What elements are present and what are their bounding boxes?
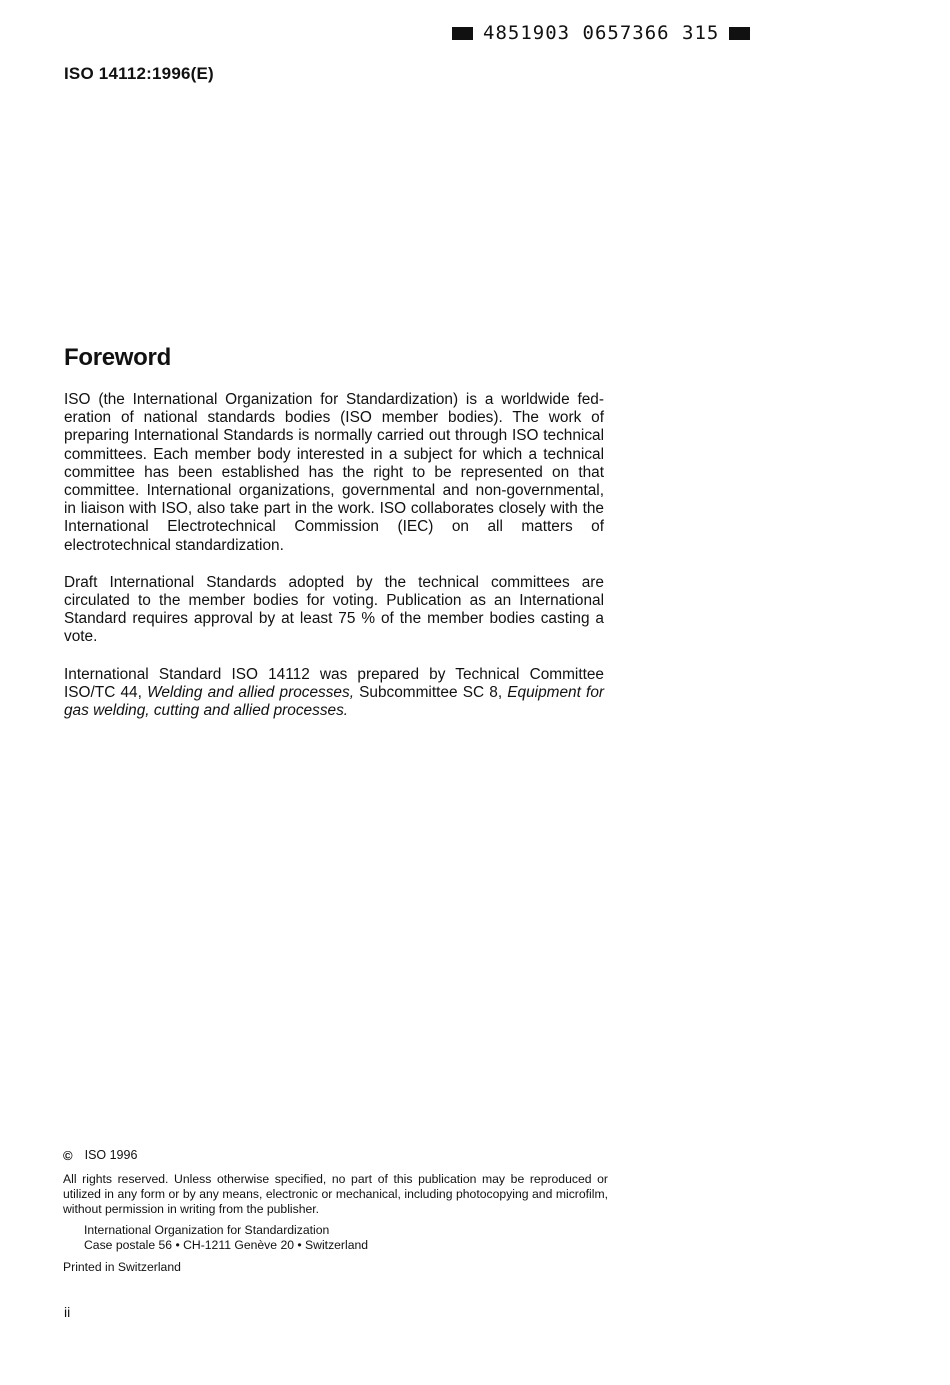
copyright-block [63,1148,608,1275]
page-title: Foreword [64,344,171,371]
barcode-block-left [452,27,473,40]
copyright-text: ISO 1996 [84,1148,138,1162]
p3-text-2: Subcommittee SC 8, [359,683,503,701]
page-number: ii [64,1304,71,1320]
document-id: ISO 14112:1996(E) [64,64,214,83]
rights-notice: All rights reserved. Unless otherwise specified, no part of this publication may be reproduced or utilized in any form or by any means, electronic or mechanical, including photocopying and microfilm, without permission in writing from the publisher. [63,1172,608,1216]
barcode-strip [452,22,750,44]
foreword-paragraph-1: ISO (the International Organization for Standardization) is a worldwide federation of national standards bodies (ISO member bodies). The work of preparing International Standards is normally carried out through ISO technical committees. Each member body interested in a subject for which a technical committee has been established has the right to be represented on that committee. International organizations, governmental and non-governmental, in liaison with ISO, also take part in the work. ISO collaborates closely with the International Electrotechnical Commission (IEC) on all matters of electrotechnical standardization. [64,391,604,554]
p3-subcommittee-title: Equipment for gas welding, cutting and allied processes. [64,683,605,720]
publisher-name: International Organization for Standardization [84,1223,330,1237]
publisher-postal: Case postale 56 • CH-1211 Genève 20 • Switzerland [84,1238,369,1252]
copyright-line [63,1148,608,1163]
foreword-body [64,391,604,739]
publisher-address [63,1223,608,1253]
printed-in: Printed in Switzerland [63,1260,181,1274]
barcode-block-right [729,27,750,40]
copyright-icon: © [63,1148,73,1163]
p3-committee-title: Welding and allied processes, [147,683,354,701]
foreword-paragraph-2: Draft International Standards adopted by the technical committees are circulated to the member bodies for voting. Publication as an International Standard requires approval by at least 75 % of the member bodies casting a vote. [64,573,604,646]
barcode-text: 4851903 0657366 315 [483,22,720,44]
foreword-paragraph-3 [64,666,604,721]
p3-text-1: International Standard ISO 14112 was prepared by Technical Committee ISO/TC 44, [64,665,604,701]
